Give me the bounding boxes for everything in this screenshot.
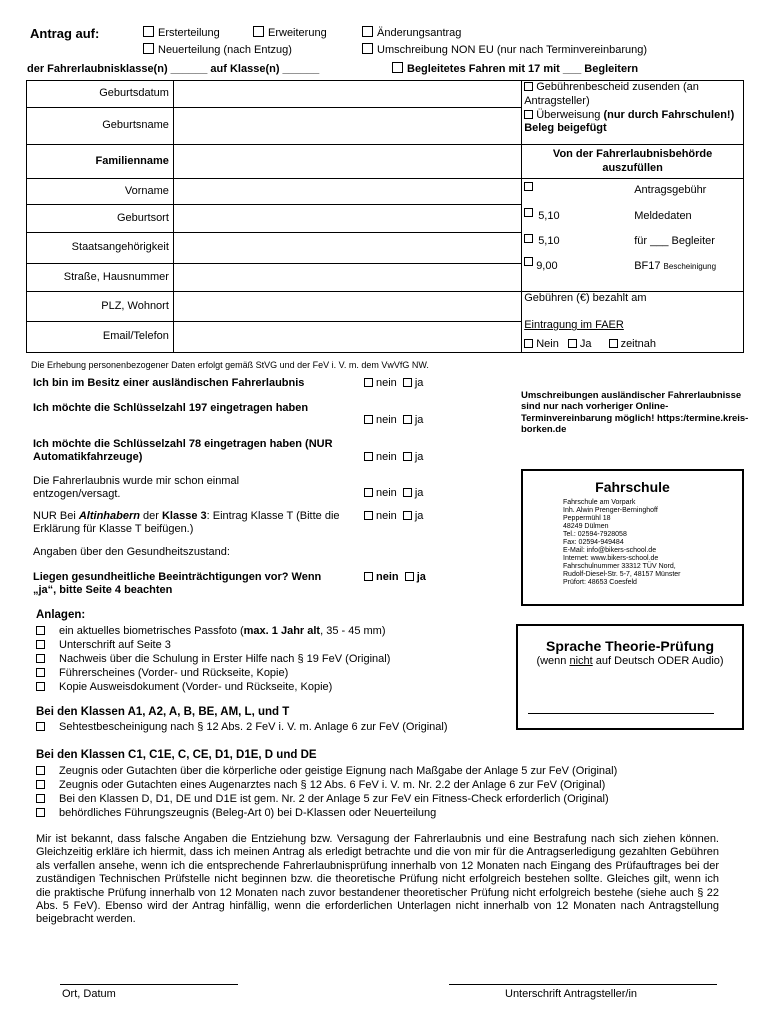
checkbox-nein[interactable] [364,378,373,387]
anlage-text: ein aktuelles biometrisches Passfoto ( [59,625,244,637]
bf17-label: BF17 [634,260,661,272]
label-staatsangehoerigkeit: Staatsangehörigkeit [27,233,174,264]
fahrschule-line: Fahrschulnummer 33312 TÜV Nord, [563,563,676,571]
sprache-title: Sprache Theorie-Prüfung [545,638,715,654]
checkbox-nein[interactable] [364,488,373,497]
checkbox[interactable] [36,794,45,803]
field-geburtsname[interactable] [173,108,521,145]
fahrschule-title: Fahrschule [595,479,670,495]
option-label: ja [414,487,424,499]
anlage-item[interactable] [36,778,617,792]
anlage-text: Zeugnis oder Gutachten eines Augenarztes nach § 12 Abs. 6 FeV i. V. m. Nr. 2.2 der Anlage 6 zur FeV (Original) [59,779,606,791]
field-geburtsdatum[interactable] [173,81,521,108]
fahrschule-line: Internet: www.bikers-school.de [563,555,659,563]
checkbox-ja[interactable] [403,452,412,461]
klassen-a-item[interactable] [36,721,448,734]
option-label: Gebührenbescheid zusenden (an Antragsteller) [524,81,699,107]
unterschrift-label: Unterschrift Antragsteller/in [505,988,638,1000]
faer-options [524,338,741,351]
checkbox[interactable] [36,722,45,731]
anlage-text: behördliches Führungszeugnis (Beleg-Art 0) bei D-Klassen oder Neuerteilung [59,807,437,819]
fahrschule-line: Fax: 02594-949484 [563,539,624,547]
fahrschule-line: Inh. Alwin Prenger-Berninghoff [563,506,658,514]
anlage-text: Führerscheines (Vorder- und Rückseite, Kopie) [59,667,289,679]
field-staatsangehoerigkeit[interactable] [173,233,521,264]
ort-datum-label: Ort, Datum [62,988,116,1000]
fee-row-antragsgebuehr [524,179,741,203]
sprache-box [516,624,744,730]
label-geburtsname: Geburtsname [27,108,174,145]
label-plz: PLZ, Wohnort [27,292,174,322]
sprache-nicht: nicht [569,654,593,667]
checkbox[interactable] [36,668,45,677]
fee-value: 5,10 [538,210,560,222]
anlage-text: Bei den Klassen D, D1, DE und D1E ist gem. Nr. 2 der Anlage 5 zur FeV ein Fitness-Check erforderlich (Original) [59,793,609,805]
question-klasse-t [33,510,351,536]
option-label: ja [414,414,424,426]
option-label: Überweisung [536,108,604,121]
q5-text: der [139,510,162,522]
option-neuerteilung[interactable] [143,43,292,57]
field-email[interactable] [173,321,521,352]
fee-label [634,260,716,273]
checkbox-nein[interactable] [364,572,373,581]
fee-row-begleiter [524,227,741,251]
checkbox[interactable] [524,110,533,119]
label-vorname: Vorname [27,179,174,205]
label-strasse: Straße, Hausnummer [27,264,174,292]
anlagen-title: Anlagen: [36,609,86,621]
anlage-text: , 35 - 45 mm) [320,625,386,637]
option-label: Erweiterung [268,27,327,39]
checkbox[interactable] [524,339,533,348]
field-geburtsort[interactable] [173,205,521,233]
fee-value: 9,00 [536,260,558,272]
checkbox-ja[interactable] [403,511,412,520]
klassen-a-title: Bei den Klassen A1, A2, A, B, BE, AM, L, und T [36,706,290,718]
option-nein[interactable] [524,338,559,350]
option-label: nein [376,451,397,463]
anlage-item[interactable] [36,680,390,694]
anlagen-list [36,624,390,694]
checkbox[interactable] [36,640,45,649]
gesundheitszustand-heading: Angaben über den Gesundheitszustand: [33,546,230,558]
option-label: Änderungsantrag [377,27,462,39]
option-label: Ja [579,338,592,351]
option-zeitnah[interactable] [609,338,656,350]
anlage-item[interactable] [36,764,617,778]
behoerde-heading: Von der Fahrerlaubnisbehörde auszufüllen [522,145,744,179]
label-email: Email/Telefon [27,321,174,352]
fee-label: für ___ Begleiter [634,235,715,247]
label-geburtsdatum: Geburtsdatum [27,81,174,108]
q5-text: NUR Bei [33,510,79,522]
checkbox-nein[interactable] [364,415,373,424]
fee-label: Antragsgebühr [634,184,707,196]
eintragung-faer: Eintragung im FAER [524,319,624,332]
option-label: Nein [536,338,559,351]
question-entzogen: Die Fahrerlaubnis wurde mir schon einmal entzogen/versagt. [33,475,240,501]
erklaerung-text: Mir ist bekannt, dass falsche Angaben die Entziehung bzw. Versagung der Fahrerlaubnis und eine Bestrafung nach sich ziehen können. Gleichzeitig erkläre ich hiermit, dass ich meinen Antrag als erledigt betrachte und die von mir für die Antragserledigung gezahlten Gebühren als verfallen ansehe, wenn ich die entsprechende Fahrerlaubnisprüfung innerhalb von 12 Monaten nach Eingang des Prüfauftrages bei der zuständigen Technischen Prüfstelle nicht beginnen bzw. die theoretische Prüfung nicht erfolgreich bestehen sollte. Gleiches gilt, wenn ich die praktische Prüfung innerhalb von 12 Monaten nach zuvor bestandener theoretischer Prüfung nicht erfolgreich bestehe (siehe auch § 22 Abs. 5 FeV). Ebenso wird der Antrag hinfällig, wenn die erforderlichen Unterlagen nicht innerhalb von 12 Monaten nach Antragstellung beigebracht werden. [36,833,719,926]
fahrschule-stamp-box [521,469,744,606]
anlage-item[interactable] [36,792,617,806]
q5-text: : Eintrag Klasse T (Bitte die Erklärung für Klasse T beifügen.) [33,510,340,536]
klassen-c-list [36,764,617,820]
checkbox[interactable] [524,257,533,266]
anlage-text: Sehtestbescheinigung nach § 12 Abs. 2 FeV i. V. m. Anlage 6 zur FeV (Original) [59,721,448,733]
checkbox-nein[interactable] [364,511,373,520]
option-label: nein [376,414,397,426]
option-label: Begleitetes Fahren mit 17 mit ___ Begleitern [407,63,639,75]
checkbox[interactable] [362,26,373,37]
antrag-auf-label: Antrag auf: [30,26,100,41]
label-geburtsort: Geburtsort [27,205,174,233]
option-label: ja [416,571,426,583]
option-gebuehrenbescheid[interactable] [524,81,741,109]
field-familienname[interactable] [173,145,521,179]
option-ja[interactable] [568,338,592,350]
anlage-item[interactable] [36,806,617,820]
ort-datum-line[interactable] [60,984,238,985]
answer-q5 [364,510,423,523]
fee-row-bf17 [524,251,741,275]
answer-q1 [364,377,423,390]
fahrschule-line: Tel.: 02594-7928058 [563,530,627,538]
fahrschule-line: 48249 Dülmen [563,522,609,530]
answer-q4 [364,487,423,500]
checkbox[interactable] [36,808,45,817]
personal-data-table [26,80,744,353]
sprache-sub-text: (wenn [536,654,570,667]
anlage-text-bold: max. 1 Jahr alt [243,625,321,637]
anlage-text: Unterschrift auf Seite 3 [59,639,171,651]
question-schluesselzahl-197: Ich möchte die Schlüsselzahl 197 eingetragen haben [33,402,309,414]
checkbox[interactable] [36,626,45,635]
option-label: ja [414,377,424,389]
option-label: nein [376,510,397,522]
option-ueberweisung[interactable] [524,109,741,137]
klassen-c-title: Bei den Klassen C1, C1E, C, CE, D1, D1E, D und DE [36,749,317,761]
option-label: Umschreibung NON EU (nur nach Terminvereinbarung) [377,44,648,56]
anlage-item[interactable] [36,652,390,666]
checkbox-nein[interactable] [364,452,373,461]
option-label: Neuerteilung (nach Entzug) [158,44,292,56]
sprache-sub-text: auf Deutsch ODER Audio) [592,654,724,667]
checkbox[interactable] [524,82,533,91]
checkbox[interactable] [362,43,373,54]
question-schluesselzahl-78: Ich möchte die Schlüsselzahl 78 eingetragen haben (NUR Automatikfahrzeuge) [33,438,333,464]
checkbox[interactable] [392,62,403,73]
checkbox[interactable] [253,26,264,37]
question-beeintraechtigungen: Liegen gesundheitliche Beeinträchtigungen vor? Wenn „ja“, bitte Seite 4 beachten [33,571,322,597]
umschreibungen-note: Umschreibungen ausländischer Fahrerlaubnisse sind nur nach vorheriger Online-Terminvereinbarung möglich! https:/termine.kreis-borken.de [521,390,749,436]
anlage-text: Nachweis über die Schulung in Erster Hilfe nach § 19 FeV (Original) [59,653,391,665]
checkbox[interactable] [524,182,533,191]
field-vorname[interactable] [173,179,521,205]
option-label: nein [376,487,397,499]
q5-altinhabern: Altinhabern [78,510,140,522]
option-label: Ersterteilung [158,27,220,39]
checkbox-ja[interactable] [403,378,412,387]
datenschutz-note: Die Erhebung personenbezogener Daten erfolgt gemäß StVG und der FeV i. V. m. dem VwVfG NW. [31,360,429,370]
option-label: zeitnah [620,338,657,351]
checkbox[interactable] [36,682,45,691]
option-ersterteilung[interactable] [143,26,220,40]
option-umschreibung[interactable] [362,43,647,57]
fahrschule-line: Fahrschule am Vorpark [563,498,636,506]
fee-label: Meldedaten [634,210,692,222]
sprache-sub [518,655,742,668]
question-auslaendische-fahrerlaubnis: Ich bin im Besitz einer ausländischen Fahrerlaubnis [33,377,305,389]
option-erweiterung[interactable] [253,26,327,40]
checkbox[interactable] [143,43,154,54]
checkbox[interactable] [143,26,154,37]
fahrschule-line: E-Mail: info@bikers-school.de [563,547,657,555]
bescheinigung-label: Bescheinigung [663,262,717,271]
checkbox[interactable] [568,339,577,348]
checkbox[interactable] [524,234,533,243]
anlage-item[interactable] [36,624,390,638]
option-label: nein [376,377,397,389]
anlage-text: Zeugnis oder Gutachten über die körperliche oder geistige Eignung nach Maßgabe der Anlage 5 zur FeV (Original) [59,765,618,777]
checkbox[interactable] [524,208,533,217]
checkbox[interactable] [609,339,618,348]
fee-row-meldedaten [524,203,741,227]
anlage-item[interactable] [36,638,390,652]
fahrschule-line: Peppermühl 18 [563,514,611,522]
checkbox-ja[interactable] [405,572,414,581]
gebuehren-bezahlt: Gebühren (€) bezahlt am [524,292,647,304]
checkbox-ja[interactable] [403,415,412,424]
klasse-line: der Fahrerlaubnisklasse(n) ______ auf Klasse(n) ______ [27,63,320,75]
option-label-bold: (nur durch Fahrschulen!) Beleg beigefügt [524,108,735,135]
option-aenderungsantrag[interactable] [362,26,461,40]
q5-klasse3: Klasse 3 [161,510,207,522]
fahrschule-line: Rudolf-Diesel-Str. 5-7, 48157 Münster [563,571,681,579]
field-strasse[interactable] [173,264,521,292]
answer-q2 [364,414,423,427]
fahrschule-line: Prüfort: 48653 Coesfeld [563,579,637,587]
checkbox[interactable] [36,766,45,775]
label-familienname: Familienname [27,145,174,179]
answer-q3 [364,451,423,464]
checkbox[interactable] [36,654,45,663]
answer-q7 [364,571,426,584]
anlage-text: Kopie Ausweisdokument (Vorder- und Rückseite, Kopie) [59,681,333,693]
unterschrift-line[interactable] [449,984,717,985]
option-label: ja [414,451,424,463]
option-label: nein [376,571,399,583]
option-label: ja [414,510,424,522]
fee-value: 5,10 [538,235,560,247]
checkbox[interactable] [36,780,45,789]
anlage-item[interactable] [36,666,390,680]
field-plz[interactable] [173,292,521,322]
checkbox-ja[interactable] [403,488,412,497]
option-begleitetes-fahren[interactable] [392,62,638,76]
sprache-input-line[interactable] [528,713,714,714]
